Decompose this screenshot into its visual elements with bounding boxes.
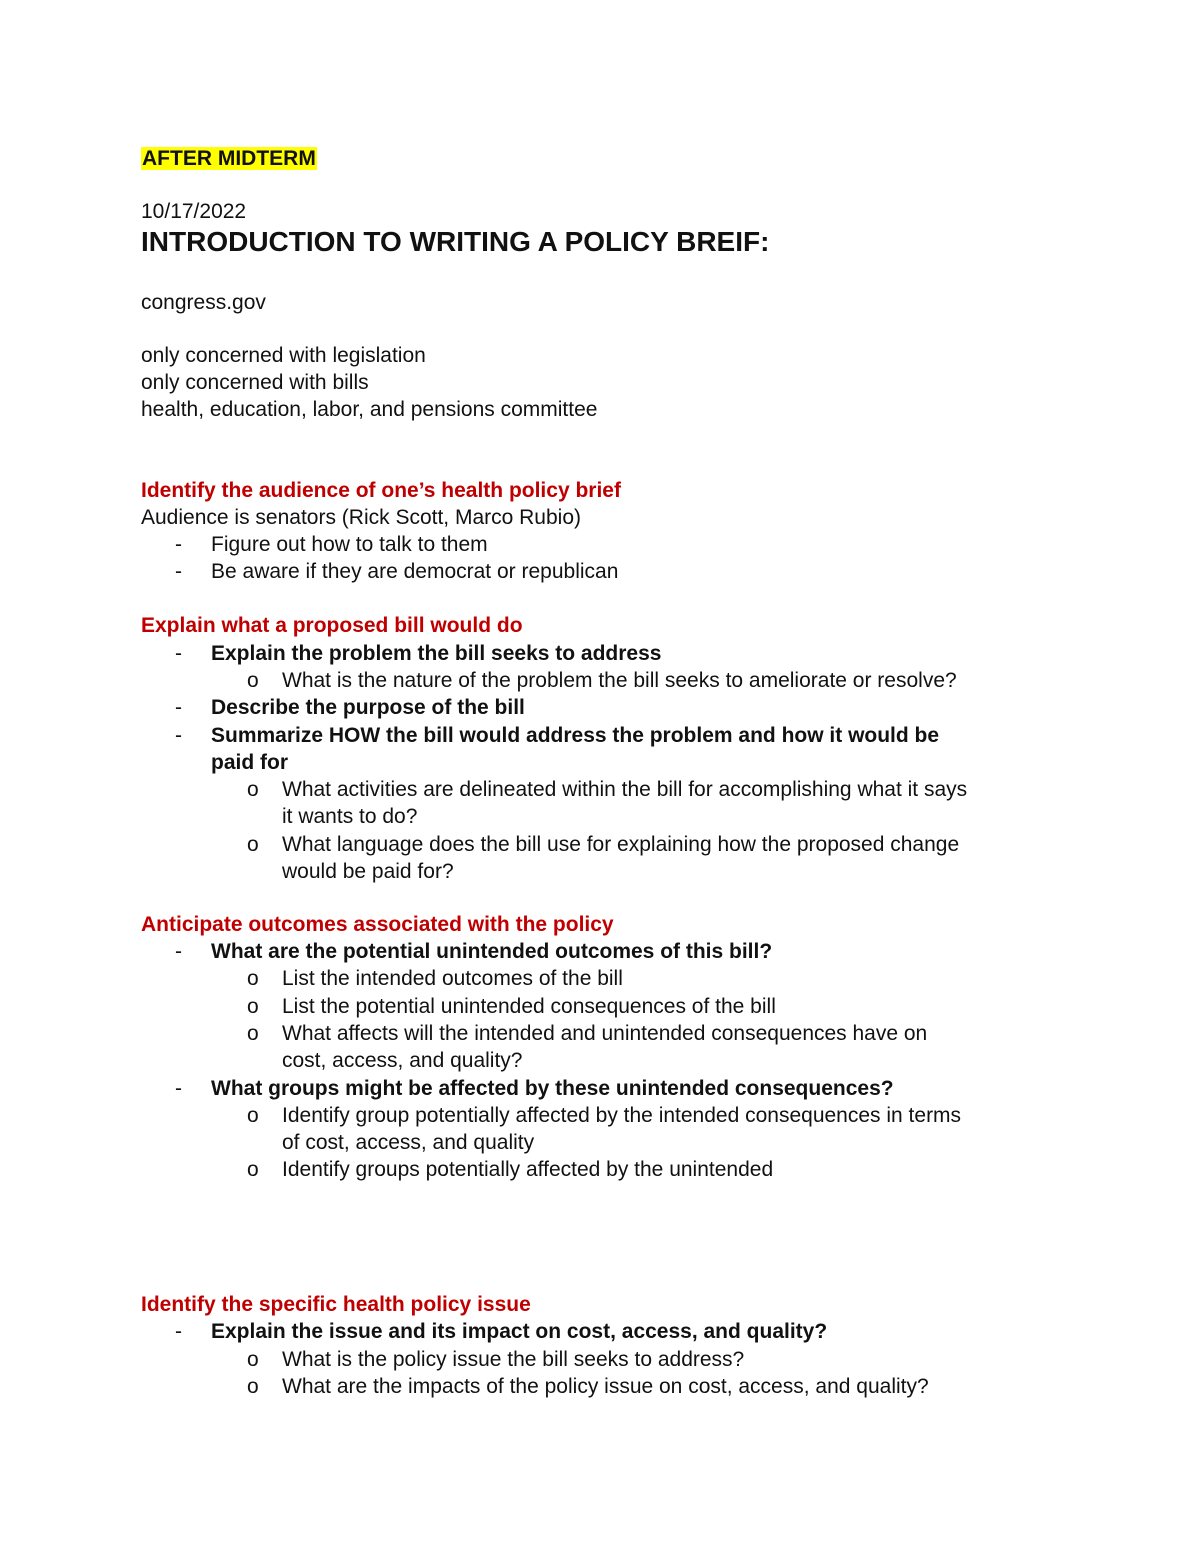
audience-line: Audience is senators (Rick Scott, Marco Rubio) [141, 506, 582, 529]
sub-list-item: What affects will the intended and unintended consequences have on [282, 1022, 928, 1045]
section-heading: Identify the specific health policy issue [141, 1293, 531, 1316]
o-bullet: o [247, 1022, 259, 1045]
sub-list-item-continuation: would be paid for? [282, 860, 454, 883]
dash-bullet: - [175, 533, 182, 556]
list-item: Be aware if they are democrat or republican [211, 560, 619, 583]
dash-bullet: - [175, 940, 182, 963]
list-item: What are the potential unintended outcomes of this bill? [211, 940, 773, 963]
note-line: only concerned with legislation [141, 344, 426, 367]
sub-list-item-continuation: of cost, access, and quality [282, 1131, 535, 1154]
sub-list-item: Identify group potentially affected by the intended consequences in terms [282, 1104, 962, 1127]
section-heading: Anticipate outcomes associated with the policy [141, 913, 614, 936]
o-bullet: o [247, 1104, 259, 1127]
list-item: Summarize HOW the bill would address the problem and how it would be [211, 724, 940, 747]
after-midterm-tag [141, 145, 317, 172]
sub-list-item-continuation: cost, access, and quality? [282, 1049, 523, 1072]
note-line: only concerned with bills [141, 371, 369, 394]
o-bullet: o [247, 1348, 259, 1371]
sub-list-item: What are the impacts of the policy issue on cost, access, and quality? [282, 1375, 929, 1398]
sub-list-item: List the intended outcomes of the bill [282, 967, 623, 990]
sub-list-item: List the potential unintended consequences of the bill [282, 995, 776, 1018]
highlighted-tag: AFTER MIDTERM [142, 147, 316, 170]
dash-bullet: - [175, 1077, 182, 1100]
sub-list-item: Identify groups potentially affected by the unintended [282, 1158, 774, 1181]
sub-list-item: What activities are delineated within the bill for accomplishing what it says [282, 778, 968, 801]
section-heading: Identify the audience of one’s health policy brief [141, 479, 621, 502]
o-bullet: o [247, 967, 259, 990]
list-item: Explain the issue and its impact on cost, access, and quality? [211, 1320, 828, 1343]
sub-list-item: What is the policy issue the bill seeks to address? [282, 1348, 745, 1371]
list-item: Explain the problem the bill seeks to address [211, 642, 662, 665]
list-item-continuation: paid for [211, 751, 288, 774]
page-title: INTRODUCTION TO WRITING A POLICY BREIF: [141, 226, 770, 257]
o-bullet: o [247, 778, 259, 801]
dash-bullet: - [175, 696, 182, 719]
dash-bullet: - [175, 1320, 182, 1343]
list-item: Describe the purpose of the bill [211, 696, 525, 719]
o-bullet: o [247, 669, 259, 692]
list-item: What groups might be affected by these unintended consequences? [211, 1077, 894, 1100]
sub-list-item-continuation: it wants to do? [282, 805, 418, 828]
sub-list-item: What language does the bill use for explaining how the proposed change [282, 833, 960, 856]
o-bullet: o [247, 1158, 259, 1181]
dash-bullet: - [175, 642, 182, 665]
source-line: congress.gov [141, 291, 266, 314]
note-line: health, education, labor, and pensions committee [141, 398, 598, 421]
list-item: Figure out how to talk to them [211, 533, 488, 556]
date-line: 10/17/2022 [141, 200, 247, 223]
o-bullet: o [247, 833, 259, 856]
dash-bullet: - [175, 560, 182, 583]
dash-bullet: - [175, 724, 182, 747]
o-bullet: o [247, 1375, 259, 1398]
section-heading: Explain what a proposed bill would do [141, 614, 523, 637]
sub-list-item: What is the nature of the problem the bill seeks to ameliorate or resolve? [282, 669, 957, 692]
o-bullet: o [247, 995, 259, 1018]
